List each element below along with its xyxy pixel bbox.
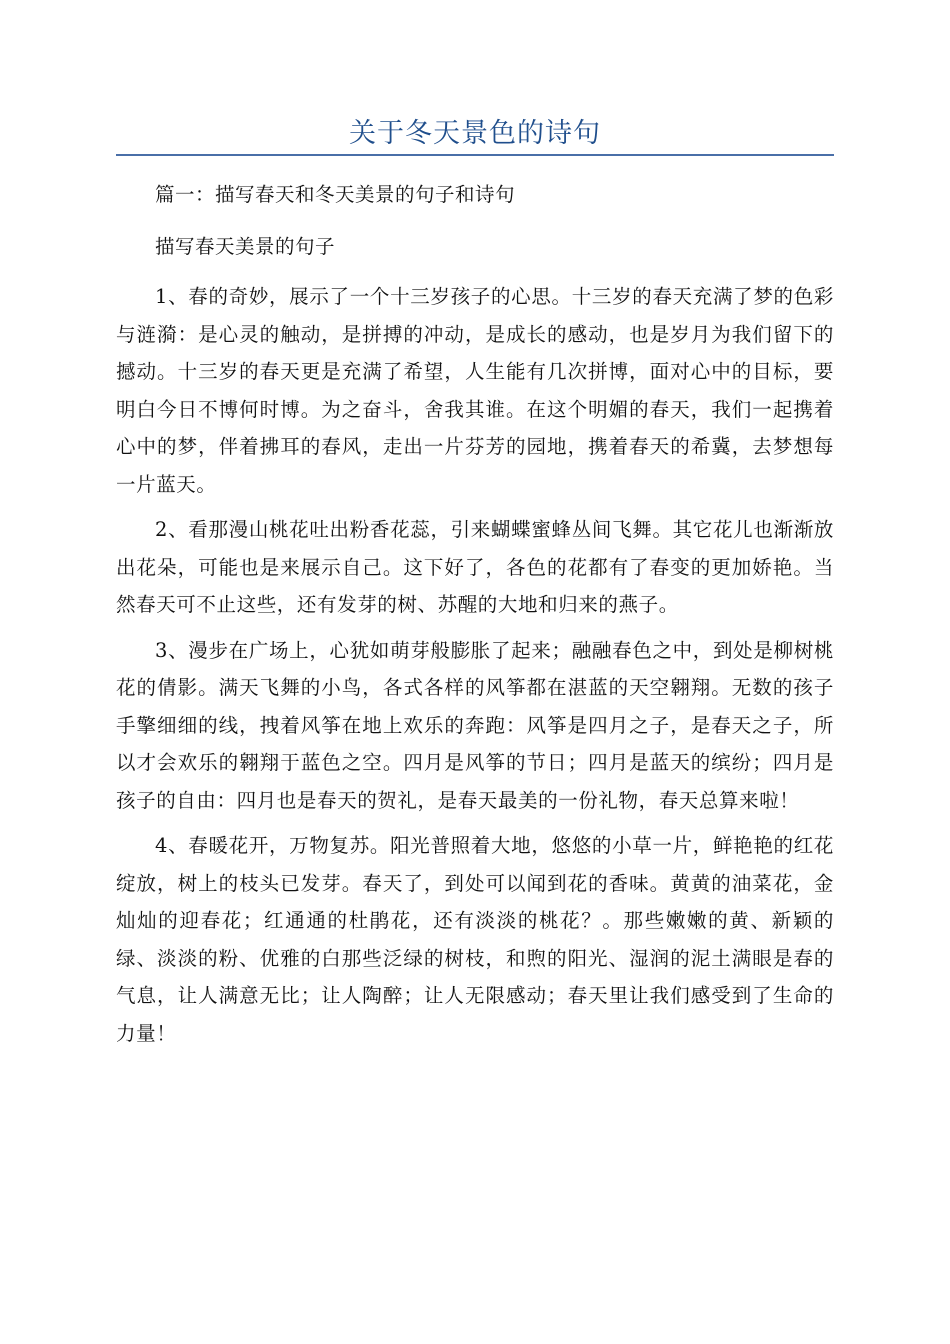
sub-heading: 描写春天美景的句子	[155, 235, 336, 258]
paragraph: 3、漫步在广场上，心犹如萌芽般膨胀了起来；融融春色之中，到处是柳树桃花的倩影。满天飞舞的小鸟，各式各样的风筝都在湛蓝的天空翱翔。无数的孩子手擎细细的线，拽着风筝在地上欢乐的奔跑：风筝是四月之子，是春天之子，所以才会欢乐的翱翔于蓝色之空。四月是风筝的节日；四月是蓝天的缤纷；四月是孩子的自由：四月也是春天的贺礼，是春天最美的一份礼物，春天总算来啦！	[116, 638, 834, 812]
paragraph: 1、春的奇妙，展示了一个十三岁孩子的心思。十三岁的春天充满了梦的色彩与涟漪：是心灵的触动，是拼搏的冲动，是成长的感动，也是岁月为我们留下的撼动。十三岁的春天更是充满了希望，人生能有几次拼博，面对心中的目标，要明白今日不博何时博。为之奋斗，舍我其谁。在这个明媚的春天，我们一起携着心中的梦，伴着拂耳的春风，走出一片芬芳的园地，携着春天的希冀，去梦想每一片蓝天。	[116, 285, 834, 496]
title-underline	[116, 154, 834, 156]
paragraph: 2、看那漫山桃花吐出粉香花蕊，引来蝴蝶蜜蜂丛间飞舞。其它花儿也渐渐放出花朵，可能也是来展示自己。这下好了，各色的花都有了春变的更加娇艳。当然春天可不止这些，还有发芽的树、苏醒的大地和归来的燕子。	[116, 518, 834, 616]
paragraph: 4、春暖花开，万物复苏。阳光普照着大地，悠悠的小草一片，鲜艳艳的红花绽放，树上的枝头已发芽。春天了，到处可以闻到花的香味。黄黄的油菜花，金灿灿的迎春花；红通通的杜鹃花，还有淡淡的桃花？。那些嫩嫩的黄、新颖的绿、淡淡的粉、优雅的白那些泛绿的树枝，和煦的阳光、湿润的泥土满眼是春的气息，让人满意无比；让人陶醉；让人无限感动；春天里让我们感受到了生命的力量！	[116, 834, 834, 1045]
document-title: 关于冬天景色的诗句	[349, 118, 601, 149]
document-body	[116, 172, 834, 1060]
section-heading: 篇一：描写春天和冬天美景的句子和诗句	[155, 183, 516, 206]
